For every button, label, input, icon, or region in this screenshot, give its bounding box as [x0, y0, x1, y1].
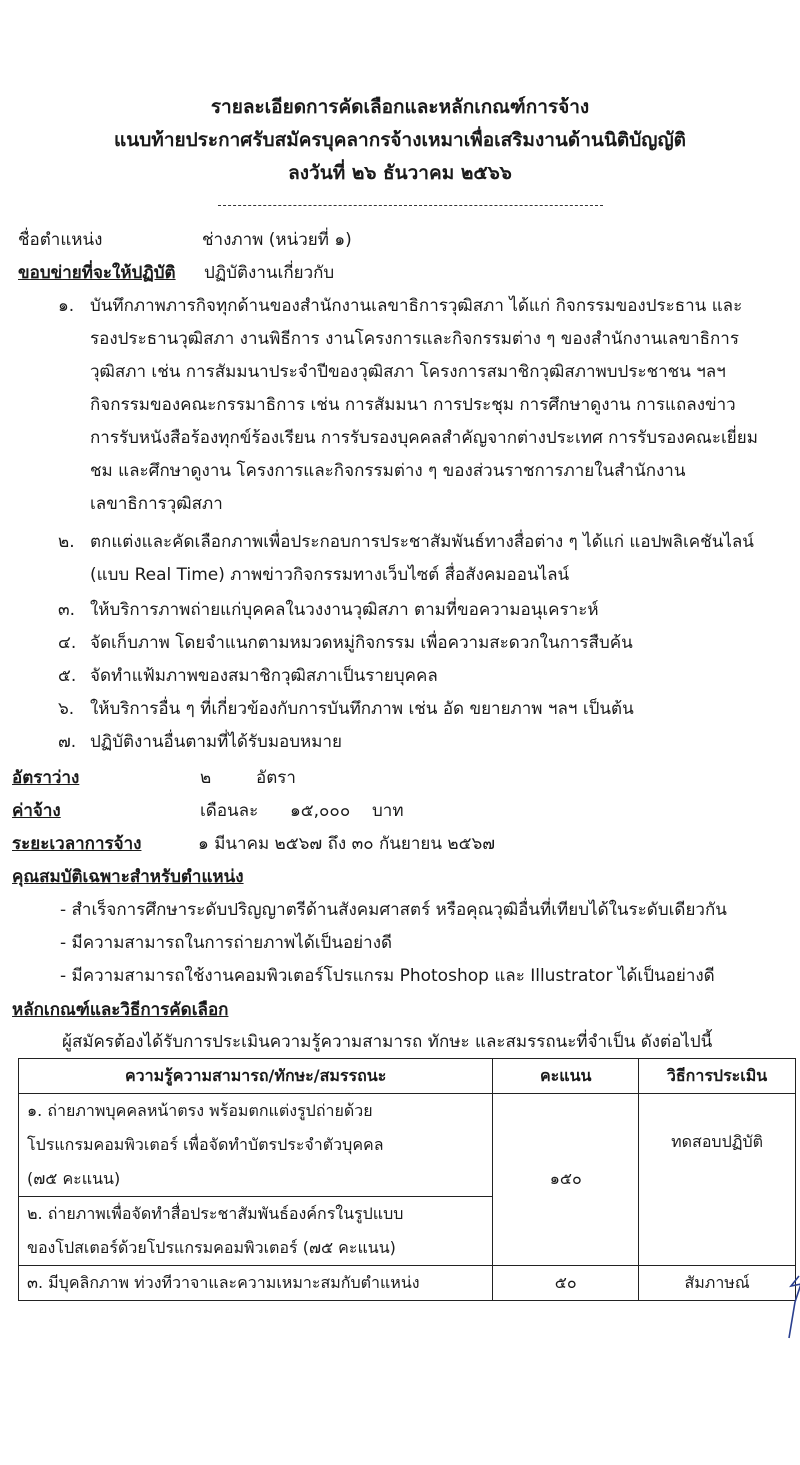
criteria-table: [18, 1058, 796, 1301]
scope-intro: ปฏิบัติงานเกี่ยวกับ: [204, 263, 335, 283]
qualification-item: - มีความสามารถในการถ่ายภาพได้เป็นอย่างดี: [60, 933, 393, 953]
header-method: วิธีการประเมิน: [639, 1059, 796, 1094]
competency-line: ๑. ถ่ายภาพบุคคลหน้าตรง พร้อมตกแต่งรูปถ่ายด้วย: [27, 1101, 373, 1120]
doc-title: รายละเอียดการคัดเลือกและหลักเกณฑ์การจ้าง: [210, 96, 590, 118]
qualification-item: - มีความสามารถใช้งานคอมพิวเตอร์โปรแกรม Photoshop และ Illustrator ได้เป็นอย่างดี: [60, 966, 715, 986]
vacancy-label: อัตราว่าง: [12, 768, 80, 788]
scope-item-line: รองประธานวุฒิสภา งานพิธีการ งานโครงการและกิจกรรมต่าง ๆ ของสำนักงานเลขาธิการ: [90, 329, 739, 349]
header-score: คะแนน: [493, 1059, 639, 1094]
scope-item-line: การรับหนังสือร้องทุกข์ร้องเรียน การรับรองบุคคลสำคัญจากต่างประเทศ การรับรองคณะเยี่ยม: [90, 428, 758, 448]
wage-label: ค่าจ้าง: [12, 801, 61, 821]
period-label: ระยะเวลาการจ้าง: [12, 834, 142, 854]
scope-item-number: ๒.: [58, 532, 75, 552]
scope-item-number: ๕.: [58, 666, 77, 686]
table-row: [19, 1094, 796, 1197]
table-row: [19, 1266, 796, 1301]
wage-amount: ๑๕,๐๐๐: [290, 801, 351, 821]
scope-item-line: ให้บริการภาพถ่ายแก่บุคคลในวงงานวุฒิสภา ตามที่ขอความอนุเคราะห์: [90, 600, 599, 620]
scope-item-number: ๓.: [58, 600, 76, 620]
scope-label: ขอบข่ายที่จะให้ปฏิบัติ: [18, 263, 176, 283]
scope-item-line: วุฒิสภา เช่น การสัมมนาประจำปีของวุฒิสภา โครงการสมาชิกวุฒิสภาพบประชาชน ฯลฯ: [90, 362, 726, 382]
scope-item-number: ๔.: [58, 633, 77, 653]
doc-date: ลงวันที่ ๒๖ ธันวาคม ๒๕๖๖: [288, 162, 512, 184]
scope-item-number: ๗.: [58, 732, 77, 752]
position-label: ชื่อตำแหน่ง: [18, 230, 103, 250]
competency-cell: [19, 1094, 493, 1197]
table-header-row: [19, 1059, 796, 1094]
method-cell: ทดสอบปฏิบัติ: [639, 1094, 796, 1266]
scope-item-line: จัดทำแฟ้มภาพของสมาชิกวุฒิสภาเป็นรายบุคคล: [90, 666, 438, 686]
scope-item-line: เลขาธิการวุฒิสภา: [90, 494, 223, 514]
competency-line: ๒. ถ่ายภาพเพื่อจัดทำสื่อประชาสัมพันธ์องค์กรในรูปแบบ: [27, 1204, 404, 1223]
qualification-item: - สำเร็จการศึกษาระดับปริญญาตรีด้านสังคมศาสตร์ หรือคุณวุฒิอื่นที่เทียบได้ในระดับเดียวกัน: [60, 900, 727, 920]
header-competency: ความรู้ความสามารถ/ทักษะ/สมรรถนะ: [19, 1059, 493, 1094]
initial-signature-mark: [785, 1272, 800, 1342]
competency-line: ของโปสเตอร์ด้วยโปรแกรมคอมพิวเตอร์ (๗๕ คะแนน): [27, 1238, 396, 1257]
scope-item-line: (แบบ Real Time) ภาพข่าวกิจกรรมทางเว็บไซต์ สื่อสังคมออนไลน์: [90, 565, 570, 585]
scope-item-line: กิจกรรมของคณะกรรมาธิการ เช่น การสัมมนา การประชุม การศึกษาดูงาน การแถลงข่าว: [90, 395, 736, 415]
vacancy-count: ๒: [200, 768, 212, 788]
scope-item-line: จัดเก็บภาพ โดยจำแนกตามหมวดหมู่กิจกรรม เพื่อความสะดวกในการสืบค้น: [90, 633, 633, 653]
criteria-intro: ผู้สมัครต้องได้รับการประเมินความรู้ความสามารถ ทักษะ และสมรรถนะที่จำเป็น ดังต่อไปนี้: [62, 1032, 713, 1052]
scope-item-number: ๖.: [58, 699, 75, 719]
position-value: ช่างภาพ (หน่วยที่ ๑): [202, 230, 352, 250]
scope-item-line: ชม และศึกษาดูงาน โครงการและกิจกรรมต่าง ๆ ของส่วนราชการภายในสำนักงาน: [90, 461, 686, 481]
score-cell: ๑๕๐: [493, 1094, 639, 1266]
scope-item-line: ตกแต่งและคัดเลือกภาพเพื่อประกอบการประชาสัมพันธ์ทางสื่อต่าง ๆ ได้แก่ แอปพลิเคชันไลน์: [90, 532, 754, 552]
method-cell: สัมภาษณ์: [639, 1266, 796, 1301]
dashed-divider: [218, 205, 603, 206]
competency-cell: [19, 1197, 493, 1266]
competency-line: โปรแกรมคอมพิวเตอร์ เพื่อจัดทำบัตรประจำตัวบุคคล: [27, 1135, 384, 1154]
wage-prefix: เดือนละ: [200, 801, 259, 821]
score-cell: ๕๐: [493, 1266, 639, 1301]
qualifications-label: คุณสมบัติเฉพาะสำหรับตำแหน่ง: [12, 867, 244, 887]
scope-item-number: ๑.: [58, 296, 75, 316]
criteria-label: หลักเกณฑ์และวิธีการคัดเลือก: [12, 1000, 229, 1020]
wage-unit: บาท: [372, 801, 404, 821]
competency-cell: ๓. มีบุคลิกภาพ ท่วงทีวาจาและความเหมาะสมกับตำแหน่ง: [19, 1266, 493, 1301]
competency-line: (๗๕ คะแนน): [27, 1169, 121, 1188]
scope-item-line: ปฏิบัติงานอื่นตามที่ได้รับมอบหมาย: [90, 732, 342, 752]
scope-item-line: ให้บริการอื่น ๆ ที่เกี่ยวข้องกับการบันทึกภาพ เช่น อัด ขยายภาพ ฯลฯ เป็นต้น: [90, 699, 634, 719]
vacancy-unit: อัตรา: [256, 768, 296, 788]
doc-subtitle: แนบท้ายประกาศรับสมัครบุคลากรจ้างเหมาเพื่อเสริมงานด้านนิติบัญญัติ: [114, 129, 686, 151]
scope-item-line: บันทึกภาพภารกิจทุกด้านของสำนักงานเลขาธิการวุฒิสภา ได้แก่ กิจกรรมของประธาน และ: [90, 296, 743, 316]
period-value: ๑ มีนาคม ๒๕๖๗ ถึง ๓๐ กันยายน ๒๕๖๗: [198, 834, 496, 854]
